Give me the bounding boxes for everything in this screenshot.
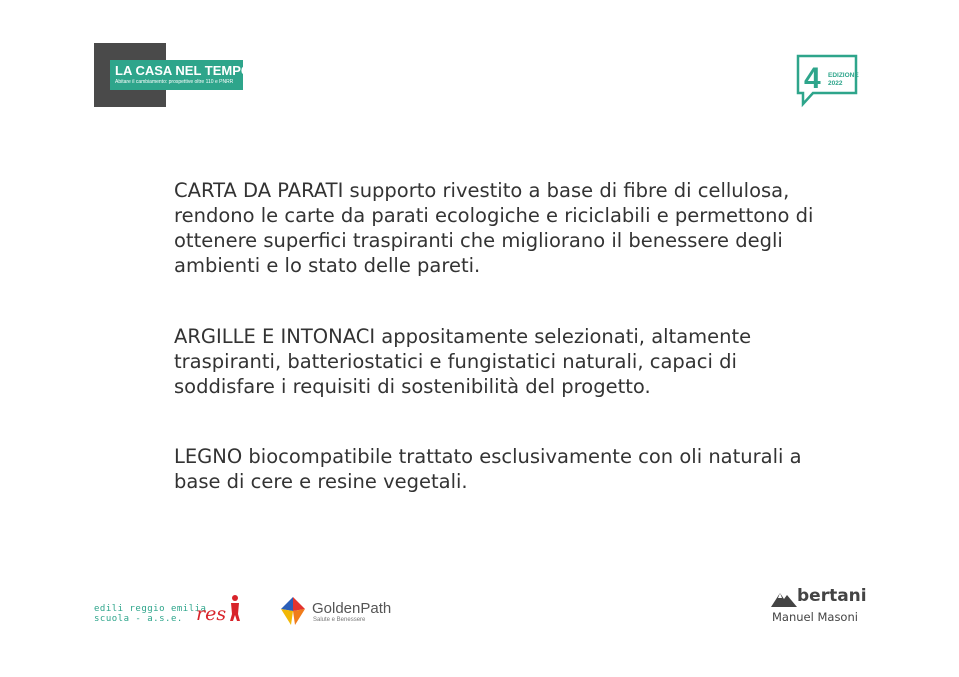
res-line-1: edili reggio emilia: [94, 604, 207, 614]
speech-bubble-icon: [795, 52, 859, 108]
res-line-2: scuola - a.s.e.: [94, 614, 183, 624]
goldenpath-icon: [277, 595, 309, 627]
logo-subtitle: Abitare il cambiamento: prospettive oltre 110 e PNRR: [115, 79, 234, 85]
logo-title: LA CASA NEL TEMPO: [115, 63, 252, 78]
res-figure-icon: [228, 594, 242, 622]
edition-year: 2022: [828, 80, 843, 87]
bertani-person: Manuel Masoni: [772, 610, 858, 624]
res-wordmark: res: [196, 603, 227, 625]
la-casa-nel-tempo-logo: [94, 43, 252, 107]
edition-badge: [795, 52, 859, 108]
paragraph-argille-e-intonaci: ARGILLE E INTONACI appositamente selezionati, altamente traspiranti, batteriostatici e fungistatici naturali, capaci di soddisfare i requisiti di sostenibilità del progetto.: [174, 325, 752, 398]
goldenpath-tagline: Salute e Benessere: [313, 617, 366, 623]
edition-number: 4: [804, 62, 821, 95]
logo-green-banner: [110, 60, 252, 90]
edition-label: EDIZIONE: [828, 72, 859, 79]
goldenpath-name: GoldenPath: [312, 600, 392, 617]
paragraph-legno: LEGNO biocompatibile trattato esclusivamente con oli naturali a base di cere e resine vegetali.: [174, 445, 802, 493]
paragraph-carta-da-parati: CARTA DA PARATI supporto rivestito a base di fibre di cellulosa, rendono le carte da parati ecologiche e riciclabili e permettono di ottenere superfici traspiranti che migliorano il benessere degli ambienti e lo stato delle pareti.: [174, 179, 814, 277]
bertani-mountain-icon: [770, 589, 798, 609]
bertani-name: bertani: [797, 586, 867, 606]
res-logo: [94, 592, 244, 628]
